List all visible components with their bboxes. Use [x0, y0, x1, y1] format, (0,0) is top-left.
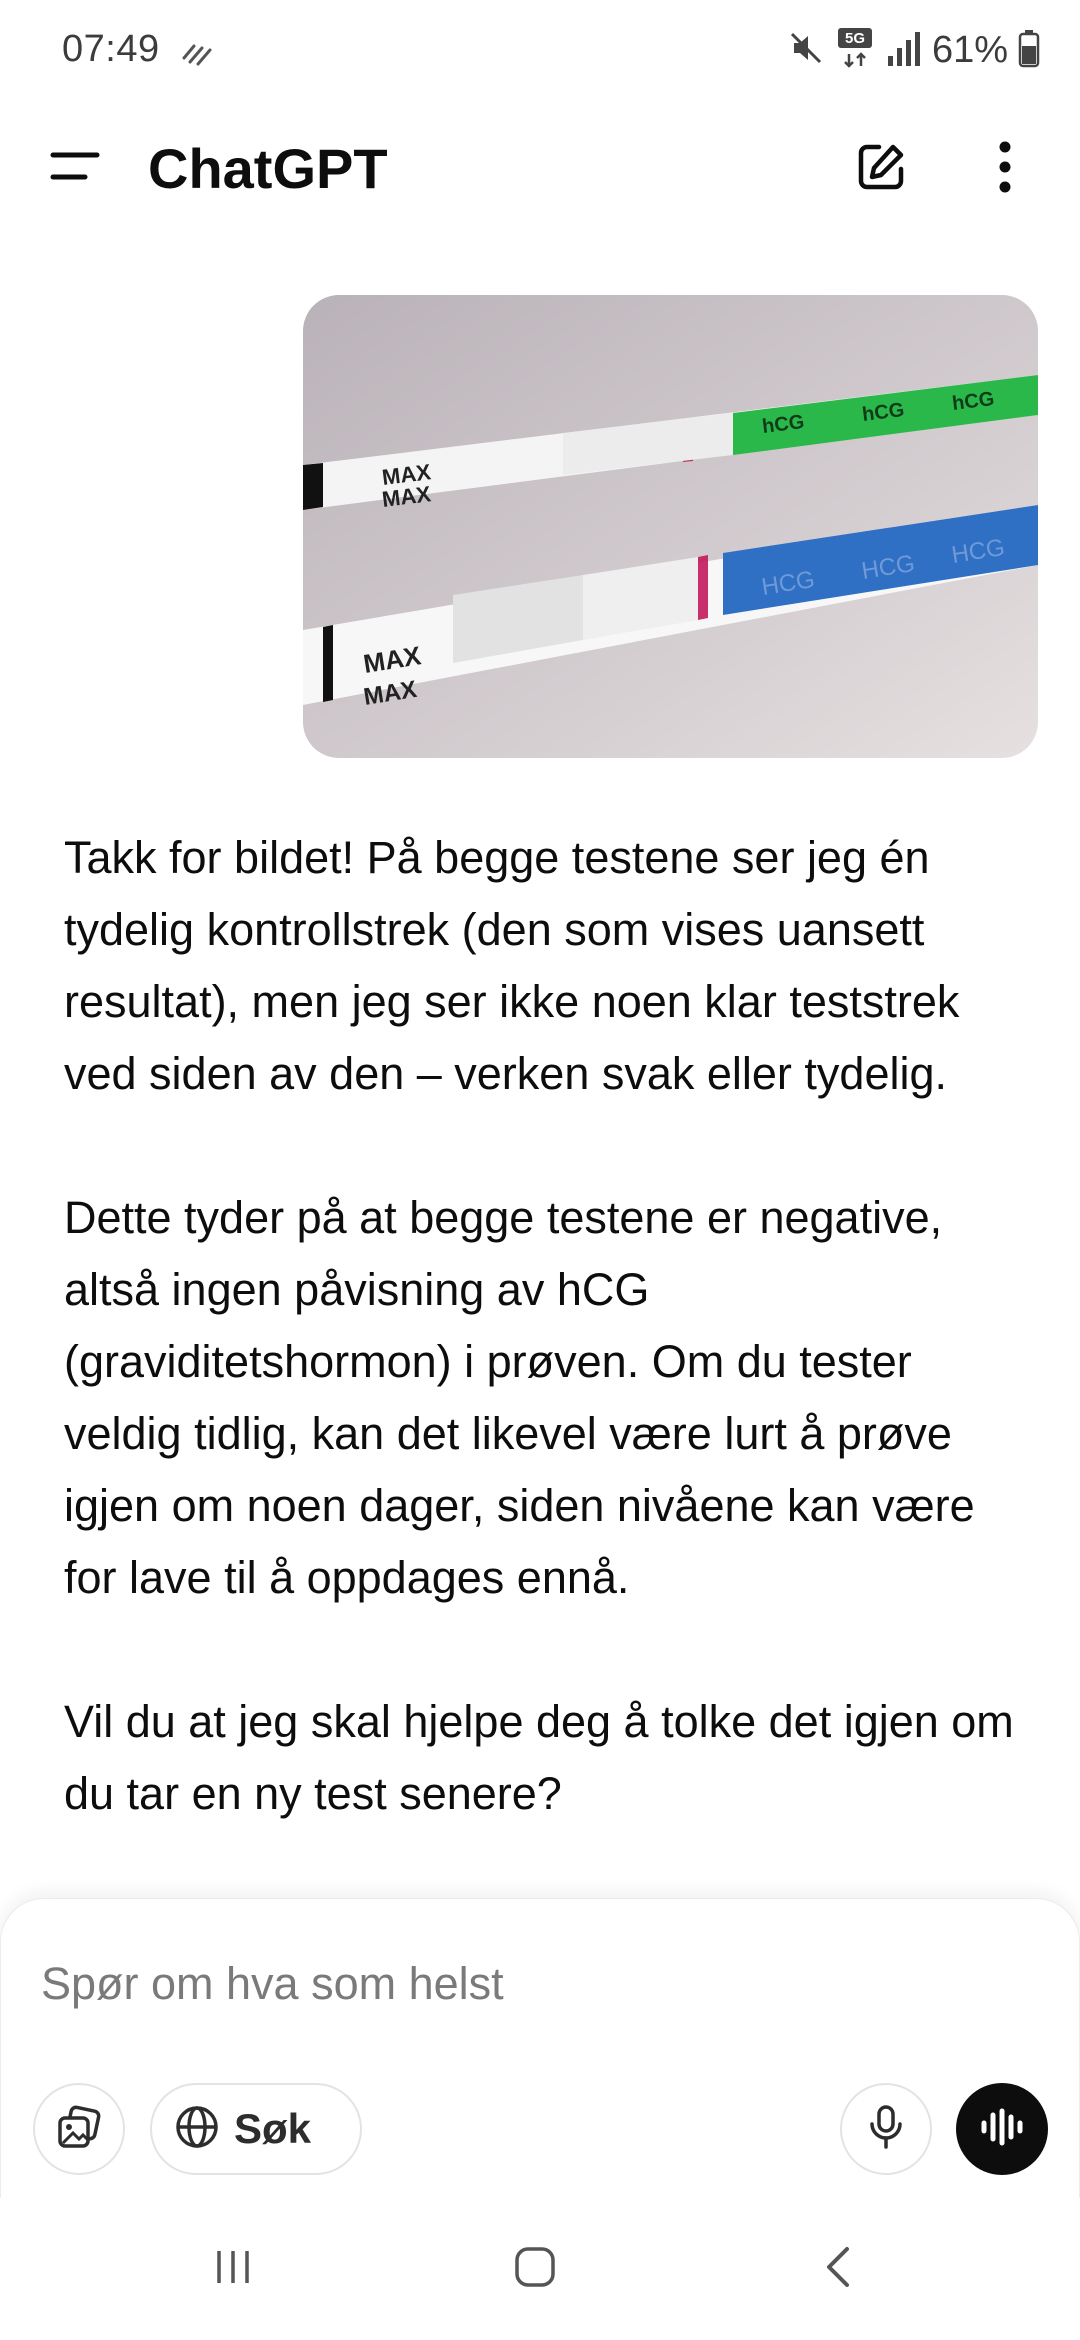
- recents-icon: [211, 2245, 255, 2294]
- image-attach-icon: [55, 2103, 103, 2156]
- voice-mode-button[interactable]: [956, 2083, 1048, 2175]
- app-title: ChatGPT: [148, 137, 388, 200]
- svg-text:MAX: MAX: [380, 459, 433, 490]
- attach-image-button[interactable]: [33, 2083, 125, 2175]
- recents-button[interactable]: [188, 2234, 278, 2304]
- more-vertical-icon: [998, 140, 1012, 199]
- composer: [0, 1898, 1080, 2198]
- new-chat-button[interactable]: [846, 134, 916, 204]
- battery-icon: [1018, 28, 1040, 73]
- status-bar: [0, 0, 1080, 100]
- assistant-paragraph: Dette tyder på at begge testene er negative, altså ingen påvisning av hCG (graviditetshormon) i prøven. Om du tester veldig tidlig, kan det likevel være lurt å prøve igjen om noen dager, siden nivåene kan være for lave til å oppdages ennå.: [64, 1192, 975, 1603]
- back-icon: [819, 2243, 859, 2296]
- status-time: 07:49: [62, 28, 160, 70]
- microphone-button[interactable]: [840, 2083, 932, 2175]
- svg-text:HCG: HCG: [759, 565, 817, 601]
- mute-icon: [786, 28, 826, 73]
- edit-icon: [853, 139, 909, 200]
- back-button[interactable]: [794, 2234, 884, 2304]
- menu-button[interactable]: [40, 138, 110, 198]
- pregnancy-tests-photo: [303, 295, 1038, 758]
- battery-percent: 61%: [931, 28, 1008, 71]
- globe-icon: [174, 2104, 220, 2155]
- assistant-paragraph: Vil du at jeg skal hjelpe deg å tolke det igjen om du tar en ny test senere?: [64, 1696, 1014, 1819]
- signal-icon: [886, 28, 922, 73]
- network-5g-icon: [836, 26, 876, 75]
- status-right: [786, 26, 1040, 74]
- svg-text:hCG: hCG: [950, 387, 996, 415]
- assistant-message: [64, 822, 1024, 1830]
- svg-text:MAX: MAX: [361, 640, 424, 679]
- assistant-paragraph: Takk for bildet! På begge testene ser jeg én tydelig kontrollstrek (den som vises uansett resultat), men jeg ser ikke noen klar teststrek ved siden av den – verken svak eller tydelig.: [64, 832, 960, 1099]
- svg-text:MAX: MAX: [380, 481, 433, 512]
- svg-text:hCG: hCG: [860, 398, 906, 426]
- user-uploaded-image[interactable]: [303, 295, 1038, 758]
- svg-text:HCG: HCG: [949, 533, 1007, 569]
- menu-icon: [49, 149, 101, 188]
- data-saver-icon: [180, 36, 216, 66]
- svg-text:MAX: MAX: [361, 675, 419, 711]
- voice-waveform-icon: [978, 2107, 1026, 2152]
- home-icon: [511, 2243, 559, 2296]
- app-header: [0, 110, 1080, 220]
- system-navigation-bar: [0, 2198, 1080, 2340]
- svg-text:HCG: HCG: [859, 549, 917, 585]
- search-button[interactable]: [150, 2083, 362, 2175]
- more-options-button[interactable]: [980, 134, 1030, 204]
- network-5g-text: 5G: [844, 29, 865, 47]
- home-button[interactable]: [490, 2234, 580, 2304]
- svg-text:hCG: hCG: [760, 410, 806, 438]
- search-label: Søk: [234, 2105, 312, 2152]
- message-input[interactable]: [41, 1949, 1041, 2019]
- microphone-icon: [866, 2104, 906, 2155]
